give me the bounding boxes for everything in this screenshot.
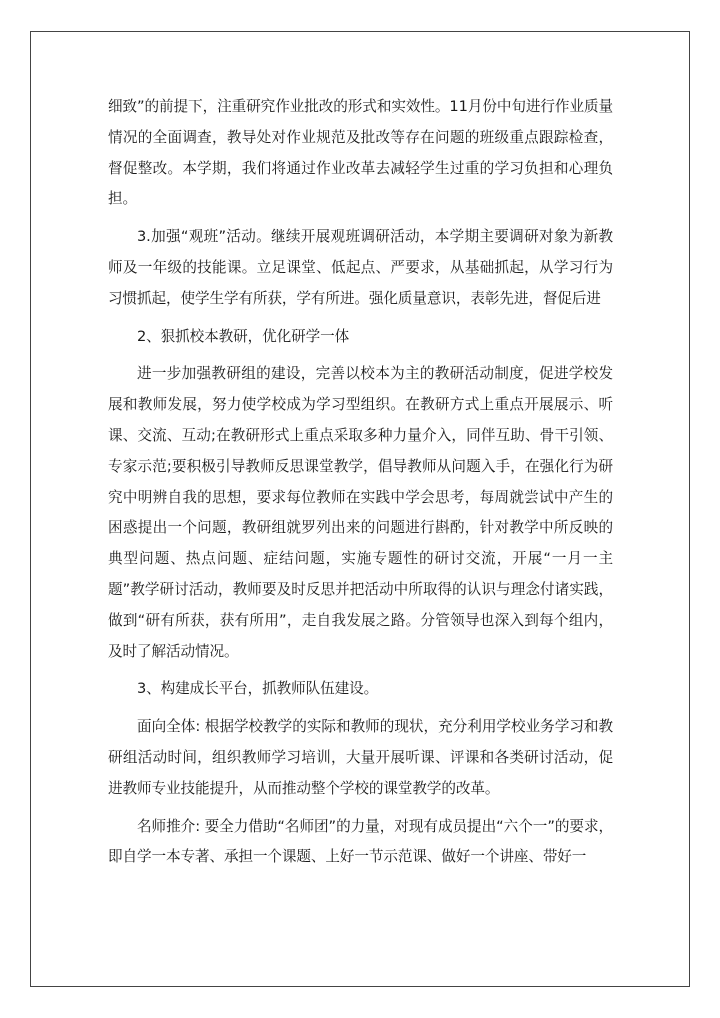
paragraph-homework-reform: 细致”的前提下，注重研究作业批改的形式和实效性。11月份中旬进行作业质量情况的全面调查，教导处对作业规范及批改等存在问题的班级重点跟踪检查，督促整改。本学期，我们将通过作业改革去减轻学生过重的学习负担和心理负担。 [108, 98, 613, 208]
heading-teacher-growth: 3、构建成长平台，抓教师队伍建设。 [137, 680, 379, 698]
document-body [108, 92, 613, 873]
paragraph-class-observation: 3.加强“观班”活动。继续开展观班调研活动，本学期主要调研对象为新教师及一年级的技能课。立足课堂、低起点、严要求，从基础抓起，从学习行为习惯抓起，使学生学有所获，学有所进。强化质量意识，表彰先进，督促后进 [108, 228, 613, 307]
heading-school-research: 2、狠抓校本教研，优化研学一体 [137, 327, 350, 345]
paragraph-famous-teachers: 名师推介: 要全力借助“名师团”的力量，对现有成员提出“六个一”的要求，即自学一本专著、承担一个课题、上好一节示范课、做好一个讲座、带好一 [108, 817, 613, 866]
paragraph-research-groups: 进一步加强教研组的建设，完善以校本为主的教研活动制度，促进学校发展和教师发展，努力使学校成为学习型组织。在教研方式上重点开展展示、听课、交流、互动;在教研形式上重点采取多种力量介入，同伴互助、骨干引领、专家示范;要积极引导教师反思课堂教学，倡导教师从问题入手，在强化行为研究中明辨自我的思想，要求每位教师在实践中学会思考，每周就尝试中产生的困惑提出一个问题，教研组就罗列出来的问题进行斟酌，针对教学中所反映的典型问题、热点问题、症结问题，实施专题性的研讨交流，开展“一月一主题”教学研讨活动，教师要及时反思并把活动中所取得的认识与理念付诸实践，做到“研有所获，获有所用”，走自我发展之路。分管领导也深入到每个组内，及时了解活动情况。 [108, 365, 613, 660]
paragraph-all-teachers: 面向全体: 根据学校教学的实际和教师的现状，充分利用学校业务学习和教研组活动时间，组织教师学习培训，大量开展听课、评课和各类研讨活动，促进教师专业技能提升，从而推动整个学校的课堂教学的改革。 [108, 718, 613, 797]
